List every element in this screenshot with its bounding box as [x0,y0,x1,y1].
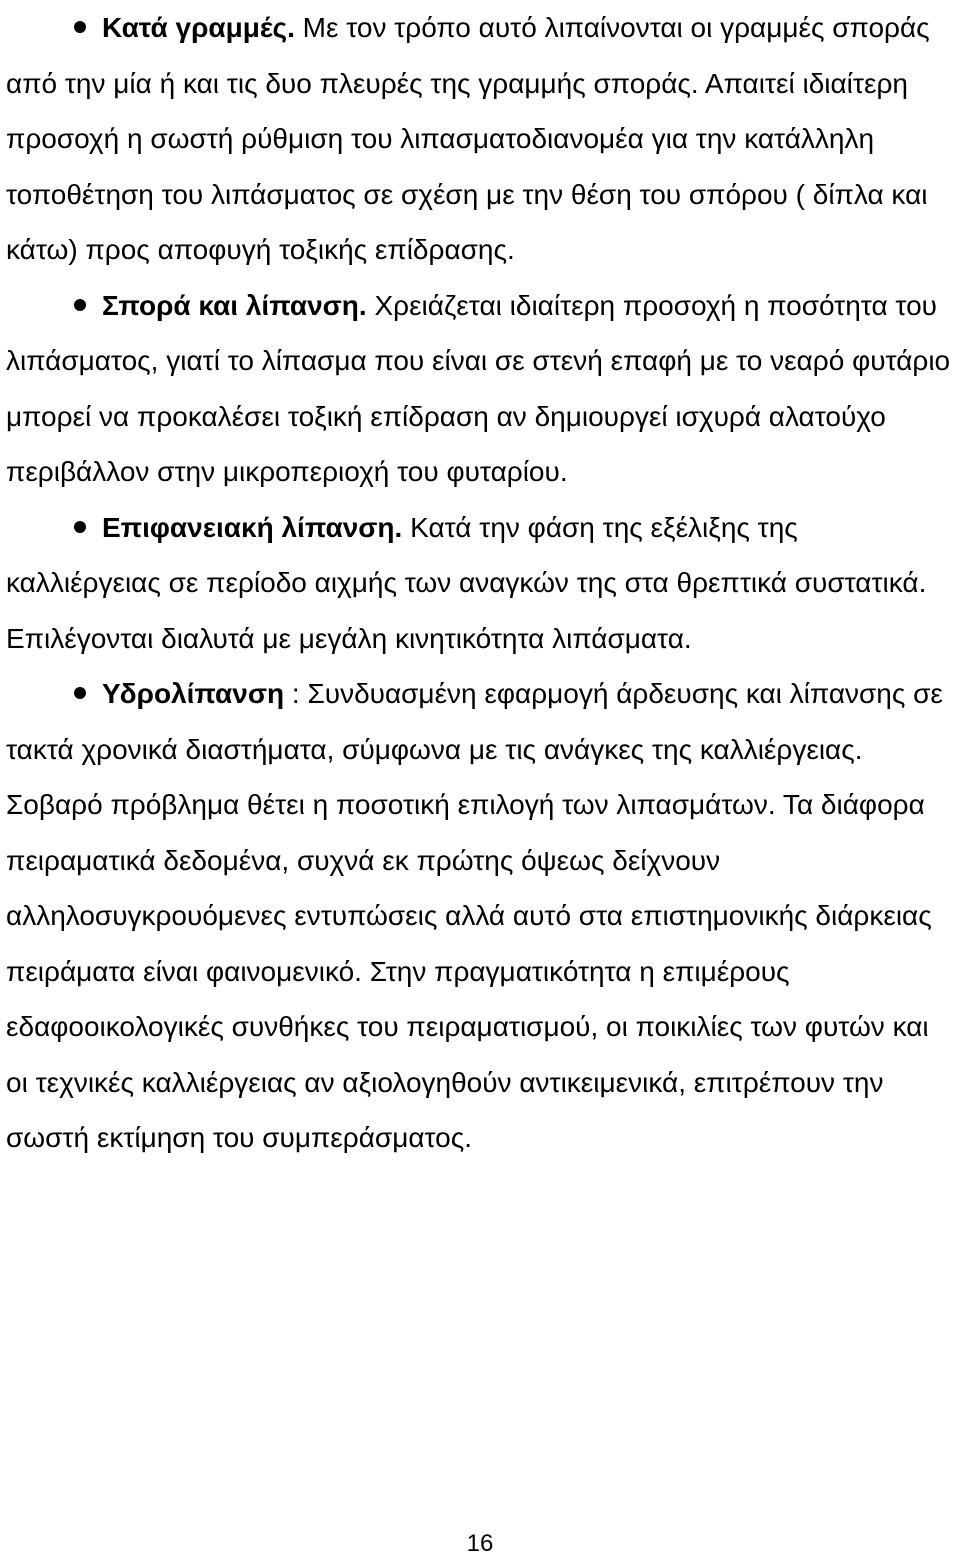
document-page [6,0,956,1166]
bullet-term: Σπορά και λίπανση. [102,289,367,321]
bullet-paragraph-kata-grammes [6,0,956,278]
page-number: 16 [466,1530,494,1557]
bullet-icon [74,687,86,699]
bullet-text: Με τον τρόπο αυτό λιπαίνονται οι γραμμές σποράς από την μία ή και τις δυο πλευρές της γραμμής σποράς. Απαιτεί ιδιαίτερη προσοχή η σωστή ρύθμιση του λιπασματοδιανομέα για την κατάλληλη τοποθέτηση του λιπάσματος σε σχέση με την θέση του σπόρου ( δίπλα και κάτω) προς αποφυγή τοξικής επίδρασης. [6,12,930,265]
bullet-paragraph-epifaneiaki-lipansi [6,500,956,667]
bullet-text: Χρειάζεται ιδιαίτερη προσοχή η ποσότητα του λιπάσματος, γιατί το λίπασμα που είναι σε στενή επαφή με το νεαρό φυτάριο μπορεί να προκαλέσει τοξική επίδραση αν δημιουργεί ισχυρά αλατούχο περιβάλλον στην μικροπεριοχή του φυταρίου. [6,289,951,487]
bullet-paragraph-spora-kai-lipansi [6,278,956,500]
bullet-term: Υδρολίπανση [102,678,285,709]
bullet-text: Κατά την φάση της εξέλιξης της καλλιέργειας σε περίοδο αιχμής των αναγκών της στα θρεπτικά συστατικά. Επιλέγονται διαλυτά με μεγάλη κινητικότητα λιπάσματα. [6,511,927,654]
bullet-icon [74,21,86,33]
bullet-icon [74,521,86,533]
bullet-text: : Συνδυασμένη εφαρμογή άρδευσης και λίπανσης σε τακτά χρονικά διαστήματα, σύμφωνα με τις ανάγκες της καλλιέργειας. Σοβαρό πρόβλημα θέτει η ποσοτική επιλογή των λιπασμάτων. Τα διάφορα πειραματικά δεδομένα, συχνά εκ πρώτης όψεως δείχνουν αλληλοσυγκρουόμενες εντυπώσεις αλλά αυτό στα επιστημονικής διάρκειας πειράματα είναι φαινομενικό. Στην πραγματικότητα η επιμέρους εδαφοοικολογικές συνθήκες του πειραματισμού, οι ποικιλίες των φυτών και οι τεχνικές καλλιέργειας αν αξιολογηθούν αντικειμενικά, επιτρέπουν την σωστή εκτίμηση του συμπεράσματος. [6,678,943,1153]
bullet-icon [74,299,86,311]
bullet-term: Κατά γραμμές. [102,12,295,43]
bullet-paragraph-ydrolipansi [6,666,956,1166]
bullet-term: Επιφανειακή λίπανση. [102,511,403,543]
